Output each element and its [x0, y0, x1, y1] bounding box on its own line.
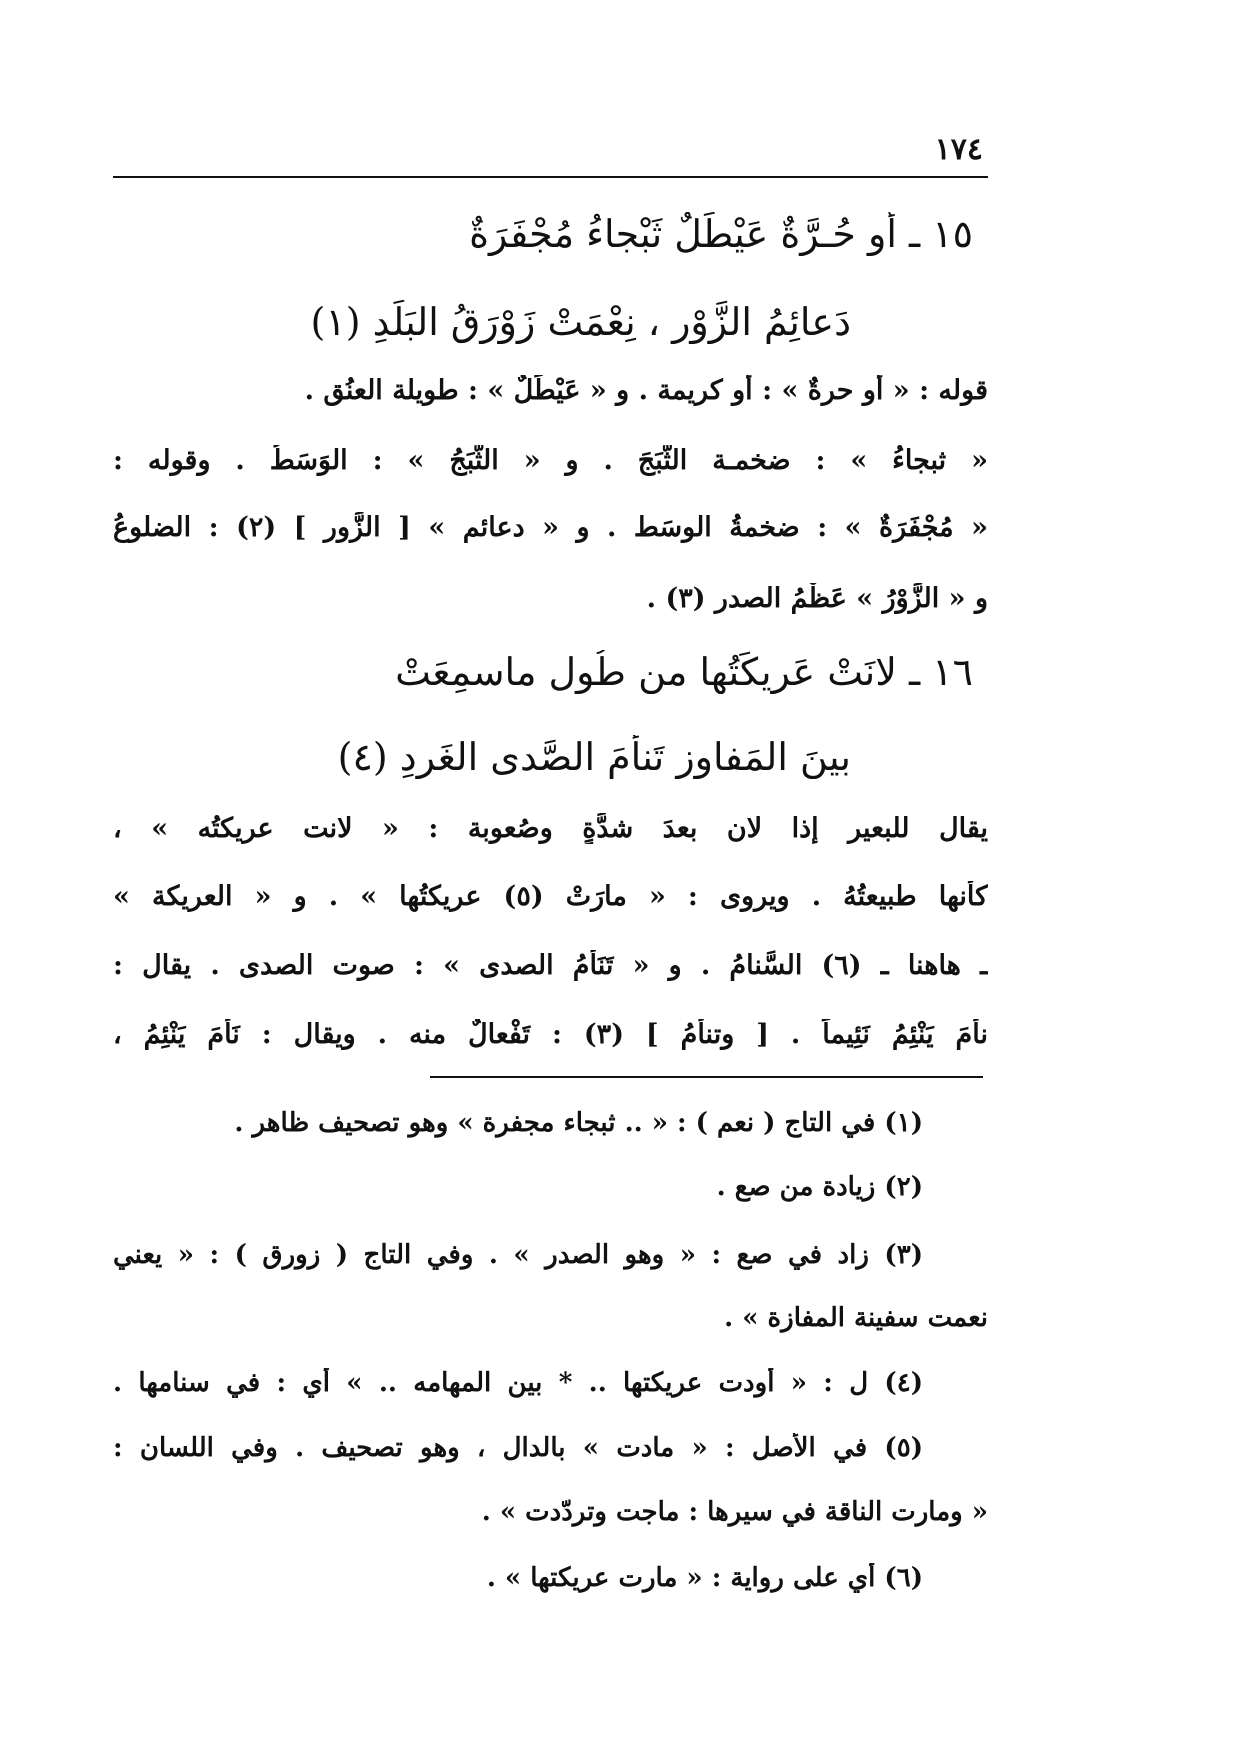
commentary-15-line-4: و « الزَّوْرُ » عَظْمُ الصدر (٣) .	[646, 583, 988, 614]
commentary-16-line-3: ـ هاهنا ـ (٦) السَّنامُ . و « تَنَأّمُ الصدى » : صوت الصدى . يقال :	[113, 950, 988, 981]
footnote-rule	[430, 1076, 983, 1078]
commentary-16-line-4: نأمَ يَنْئِمُ نَئِيماً . [ وتنأَمُ ] (٣) : تَفْعالٌ منه . ويقال : نَأَمَ يَنْئِمُ ،	[113, 1019, 988, 1050]
footnote-3: (٣) زاد في صع : « وهو الصدر » . وفي التاج ( زورق ) : « يعني	[113, 1240, 923, 1270]
commentary-15-line-2: « ثبجاءُ » : ضخمـة الثَّبَجَ . و « الثَّبَجُ » : الوَسَطُ . وقوله :	[113, 445, 988, 476]
page-number: ١٧٤	[934, 132, 983, 167]
header-rule	[113, 176, 988, 178]
footnote-5: (٥) في الأصل : « مادت » بالدال ، وهو تصحيف . وفي اللسان :	[113, 1433, 923, 1463]
footnote-6: (٦) أي على رواية : « مارت عريكتها » .	[486, 1563, 923, 1593]
commentary-15-line-3: « مُجْفَرَةٌ » : ضخمةُ الوسَط . و « دعائم » [ الزَّور ] (٢) : الضلوعُ	[113, 512, 988, 543]
commentary-16-line-1: يقال للبعير إذا لان بعدَ شدَّةٍ وصُعوبة : « لانت عريكتُه » ،	[113, 813, 988, 844]
footnote-1: (١) في التاج ( نعم ) : « .. ثبجاء مجفرة » وهو تصحيف ظاهر .	[234, 1108, 923, 1138]
footnote-5-continued: « ومارت الناقة في سيرها : ماجت وتردّدت » .	[481, 1497, 988, 1527]
verse-15-hemistich-1: ١٥ ـ أو حُـرَّةٌ عَيْطَلٌ ثَبْجاءُ مُجْفَرَةٌ	[469, 212, 973, 256]
verse-16-hemistich-1: ١٦ ـ لانَتْ عَرِيكَتُها من طُولِ ماسمِعَتْ	[395, 650, 973, 694]
verse-16-hemistich-2: بينَ المَفاوِزِ تَنأَمَ الصَّدى الغَرِدِ (٤)	[337, 735, 851, 779]
footnote-3-continued: نعمت سفينة المفازة » .	[724, 1303, 988, 1333]
footnote-4: (٤) ل : « أودت عريكتها .. * بين المهامه .. » أي : في سنامها .	[113, 1368, 923, 1398]
footnote-2: (٢) زيادة من صع .	[716, 1172, 923, 1202]
verse-15-hemistich-2: دَعائِمُ الزَّوْرِ ، نِعْمَتْ زَوْرَقُ البَلَدِ (١)	[310, 300, 851, 344]
commentary-16-line-2: كأنها طبيعتُهُ . ويروى : « مارَتْ (٥) عريكتُها » . و « العريكة »	[113, 881, 988, 912]
commentary-15-line-1: قوله : « أو حرةٌ » : أو كريمة . و « عَيْطَلٌ » : طويلة العنُق .	[304, 375, 988, 406]
